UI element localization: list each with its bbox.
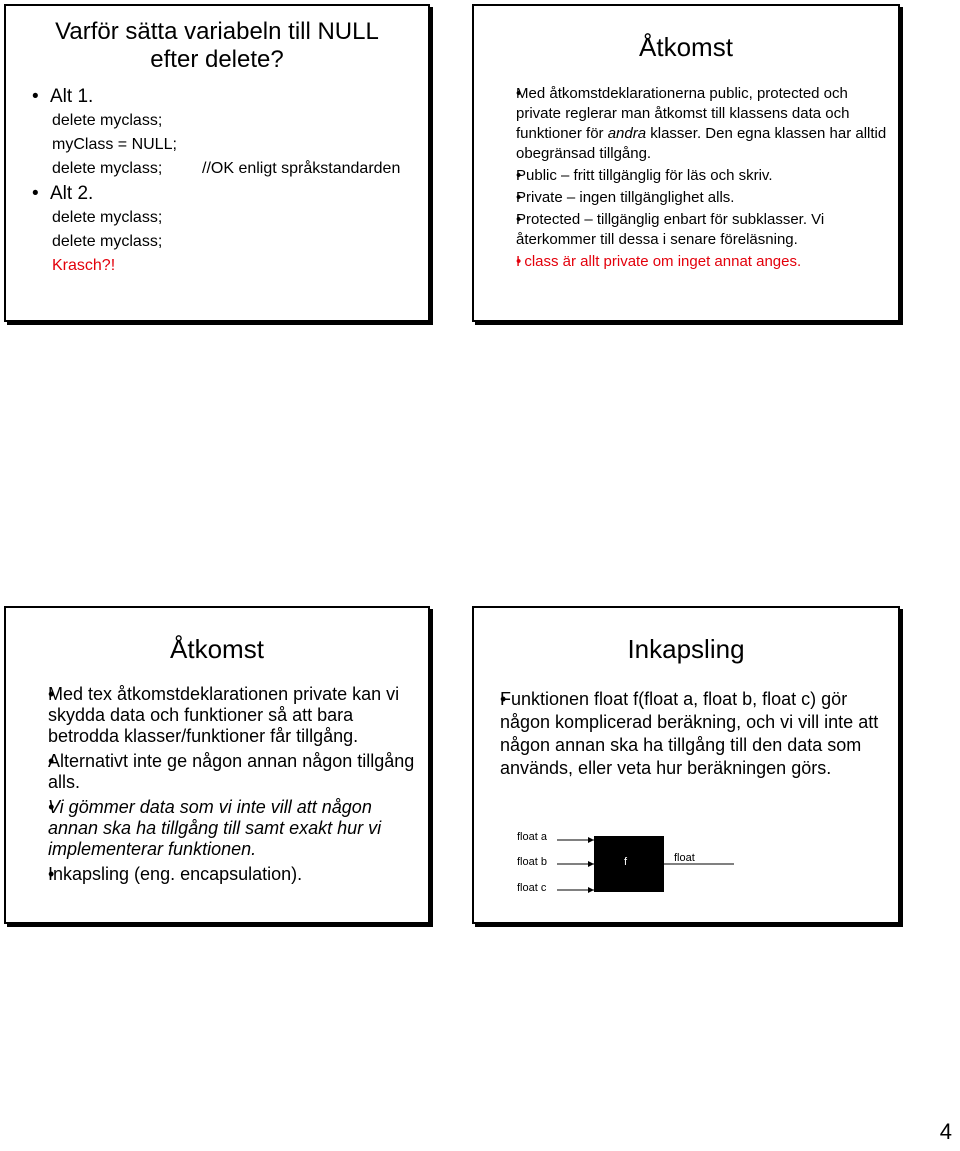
code-line: delete myclass; //OK enligt språkstandarden	[32, 157, 422, 181]
slide-title: Varför sätta variabeln till NULL efter delete?	[55, 18, 379, 73]
input-label-c: float c	[517, 882, 547, 894]
code-comment: //OK enligt språkstandarden	[202, 160, 401, 177]
crash-text: Krasch?!	[52, 257, 116, 274]
bullet-list	[494, 84, 888, 272]
bullet-list	[28, 684, 418, 885]
bullet-item: • Vi gömmer data som vi inte vill att någon annan ska ha tillgång till samt exakt hur vi implementerar funktionen.	[28, 797, 418, 860]
bullet-item: • Public – fritt tillgänglig för läs och skriv.	[494, 166, 888, 186]
bullet-item: • I class är allt private om inget annat anges.	[494, 252, 888, 272]
bullet-list	[482, 688, 886, 780]
code-line: delete myclass;	[52, 112, 163, 129]
code-list	[32, 84, 422, 278]
slide-encapsulation	[472, 606, 900, 924]
code-line: myClass = NULL;	[52, 136, 177, 153]
function-box-label: f	[624, 856, 628, 868]
input-label-b: float b	[517, 856, 547, 868]
bullet-item: • Med tex åtkomstdeklarationen private kan vi skydda data och funktioner så att bara betrodda klasser/funktioner får tillgång.	[28, 684, 418, 747]
bullet-item: • Private – ingen tillgänglighet alls.	[494, 188, 888, 208]
bullet-item: • Inkapsling (eng. encapsulation).	[28, 864, 418, 885]
slide-null-after-delete	[4, 4, 430, 322]
input-label-a: float a	[517, 831, 547, 843]
bullet-item: • Funktionen float f(float a, float b, float c) gör någon komplicerad beräkning, och vi vill inte att någon annan ska ha tillgång till den data som används, eller veta hur beräkningen görs.	[482, 688, 886, 780]
bullet-item: • Alt 1.	[32, 86, 94, 107]
slide-access	[472, 4, 900, 322]
slide-access-private	[4, 606, 430, 924]
bullet-item: • Med åtkomstdeklarationerna public, protected och private reglerar man åtkomst till klassens data och funktioner för andra klasser. Den egna klassen har alltid obegränsad tillgång.	[494, 84, 888, 164]
slide-title: Åtkomst	[170, 634, 264, 664]
code-line: delete myclass;	[52, 233, 163, 250]
bullet-item: • Alt 2.	[32, 183, 94, 204]
slide-title: Åtkomst	[639, 32, 733, 62]
page-number: 4	[939, 1119, 952, 1144]
function-box	[594, 836, 664, 892]
bullet-item: • Alternativt inte ge någon annan någon tillgång alls.	[28, 751, 418, 793]
output-label: float	[674, 852, 695, 864]
code-line: delete myclass;	[52, 209, 163, 226]
slide-title: Inkapsling	[627, 634, 745, 664]
function-diagram	[514, 826, 734, 906]
bullet-item: • Protected – tillgänglig enbart för subklasser. Vi återkommer till dessa i senare föreläsning.	[494, 210, 888, 250]
